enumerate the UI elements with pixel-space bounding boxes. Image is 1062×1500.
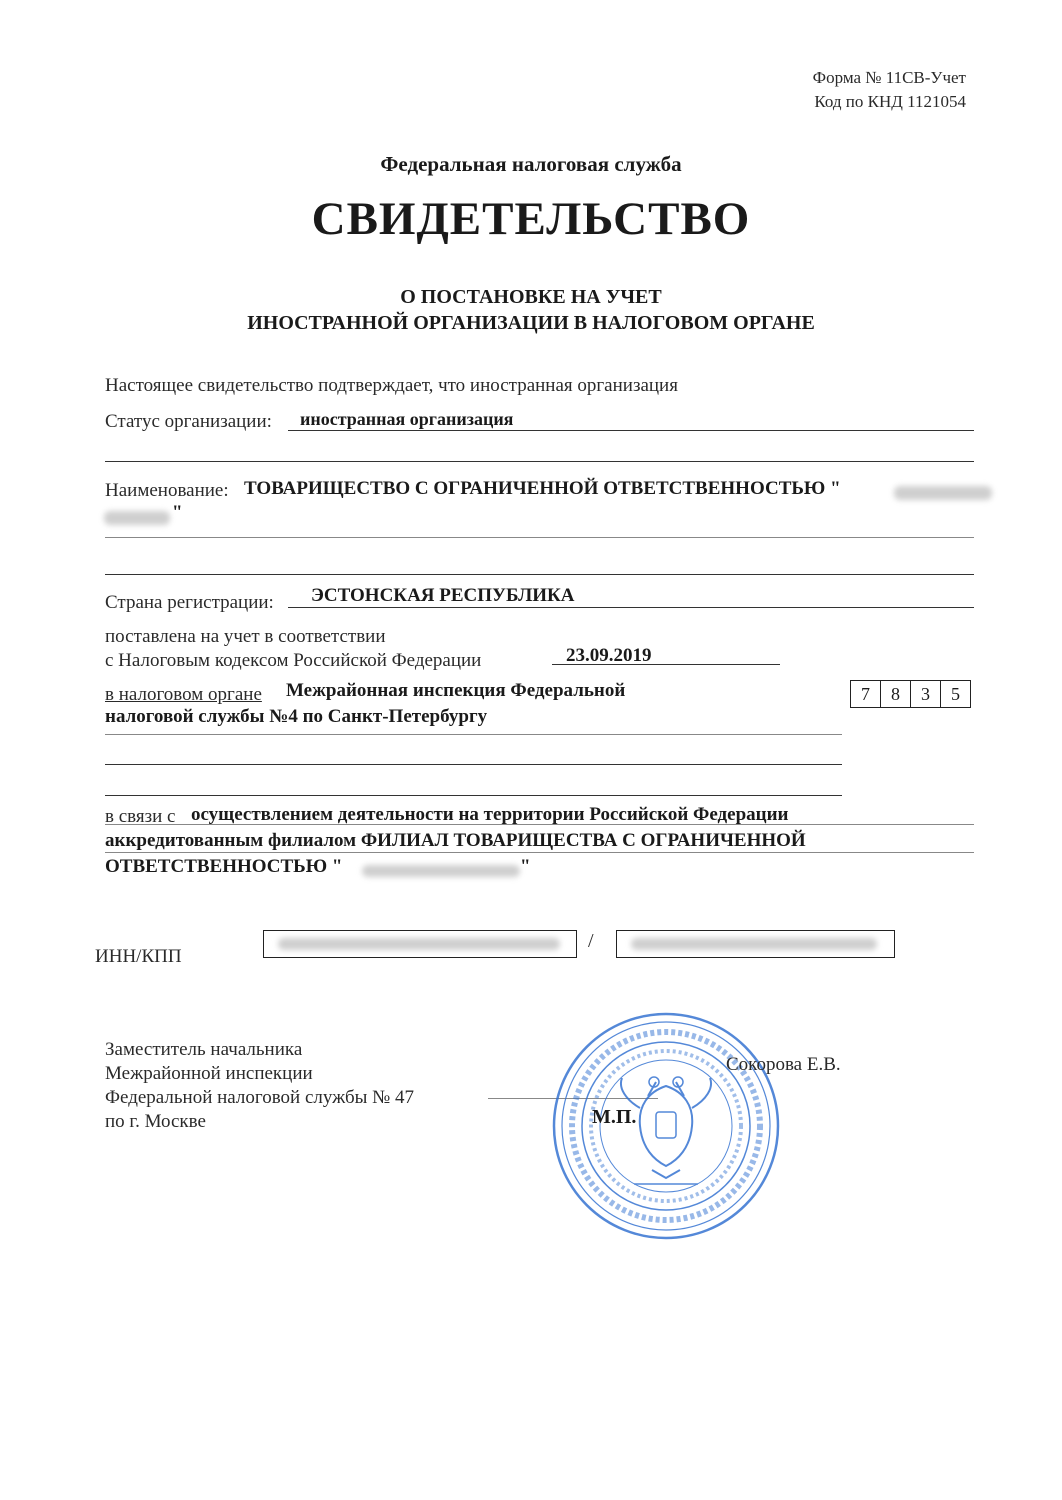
status-label: Статус организации: <box>105 411 272 432</box>
knd-code: Код по КНД 1121054 <box>814 92 966 111</box>
status-underline <box>288 430 974 431</box>
name-label: Наименование: <box>105 480 229 501</box>
signer-position <box>105 1038 414 1134</box>
name-value: ТОВАРИЩЕСТВО С ОГРАНИЧЕННОЙ ОТВЕТСТВЕННОСТЬЮ " <box>244 478 841 499</box>
inn-field <box>263 930 577 958</box>
country-value: ЭСТОНСКАЯ РЕСПУБЛИКА <box>311 585 575 606</box>
form-info <box>813 66 966 114</box>
position-line-1: Заместитель начальника <box>105 1039 303 1060</box>
branch-line-2: ОТВЕТСТВЕННОСТЬЮ " <box>105 856 343 877</box>
date-underline <box>552 664 780 665</box>
authority-line-1 <box>105 734 842 735</box>
branch-line-1: аккредитованным филиалом ФИЛИАЛ ТОВАРИЩЕСТВА С ОГРАНИЧЕННОЙ <box>105 830 806 851</box>
mp-mark: М.П. <box>592 1106 637 1128</box>
position-line-3: Федеральной налоговой службы № 47 <box>105 1087 415 1108</box>
position-line-4: по г. Москве <box>105 1111 206 1132</box>
form-number: Форма № 11СВ-Учет <box>812 68 966 87</box>
authority-line-3 <box>105 795 842 796</box>
code-digit: 8 <box>881 681 911 707</box>
country-underline <box>288 607 974 608</box>
intro-text: Настоящее свидетельство подтверждает, что иностранная организация <box>105 375 678 396</box>
registered-line-2: с Налоговым кодексом Российской Федерации <box>105 650 482 671</box>
reason-value: осуществлением деятельности на территории Российской Федерации <box>191 804 789 825</box>
registration-date: 23.09.2019 <box>566 645 652 666</box>
code-digit: 3 <box>911 681 941 707</box>
branch-underline <box>105 852 974 853</box>
code-digit: 5 <box>951 683 960 704</box>
subtitle-line-2: ИНОСТРАННОЙ ОРГАНИЗАЦИИ В НАЛОГОВОМ ОРГАНЕ <box>247 312 815 334</box>
registered-line-1: поставлена на учет в соответствии <box>105 626 386 647</box>
redacted-inn <box>278 938 560 950</box>
tax-authority-code <box>850 680 971 708</box>
tax-authority-line-2: налоговой службы №4 по Санкт-Петербургу <box>105 706 488 727</box>
name-line-2 <box>105 574 974 575</box>
reason-label: в связи с <box>105 806 176 827</box>
official-seal-icon <box>548 1008 784 1244</box>
agency-name: Федеральная налоговая служба <box>380 152 682 176</box>
subtitle-line-1: О ПОСТАНОВКЕ НА УЧЕТ <box>400 286 662 308</box>
position-line-2: Межрайонной инспекции <box>105 1063 313 1084</box>
status-value: иностранная организация <box>300 409 514 429</box>
redacted-name-part-2 <box>104 511 170 525</box>
redacted-name-part-1 <box>894 486 992 500</box>
signer-name: Сокорова Е.В. <box>726 1054 841 1075</box>
tax-authority-line-1: Межрайонная инспекция Федеральной <box>286 680 626 701</box>
authority-line-2 <box>105 764 842 765</box>
tax-authority-label: в налоговом органе <box>105 684 262 705</box>
inn-kpp-label: ИНН/КПП <box>95 946 182 967</box>
code-digit: 7 <box>851 681 881 707</box>
document-subtitle <box>0 284 1062 336</box>
blank-line-1 <box>105 461 974 462</box>
branch-quote-close: " <box>520 856 531 877</box>
redacted-kpp <box>631 938 877 950</box>
reason-underline <box>105 824 974 825</box>
inn-kpp-separator: / <box>588 930 594 952</box>
document-title: СВИДЕТЕЛЬСТВО <box>311 193 751 245</box>
name-quote-close: " <box>172 502 183 523</box>
country-label: Страна регистрации: <box>105 592 274 613</box>
kpp-field <box>616 930 895 958</box>
redacted-branch-name <box>362 865 520 877</box>
name-line-1 <box>105 537 974 538</box>
